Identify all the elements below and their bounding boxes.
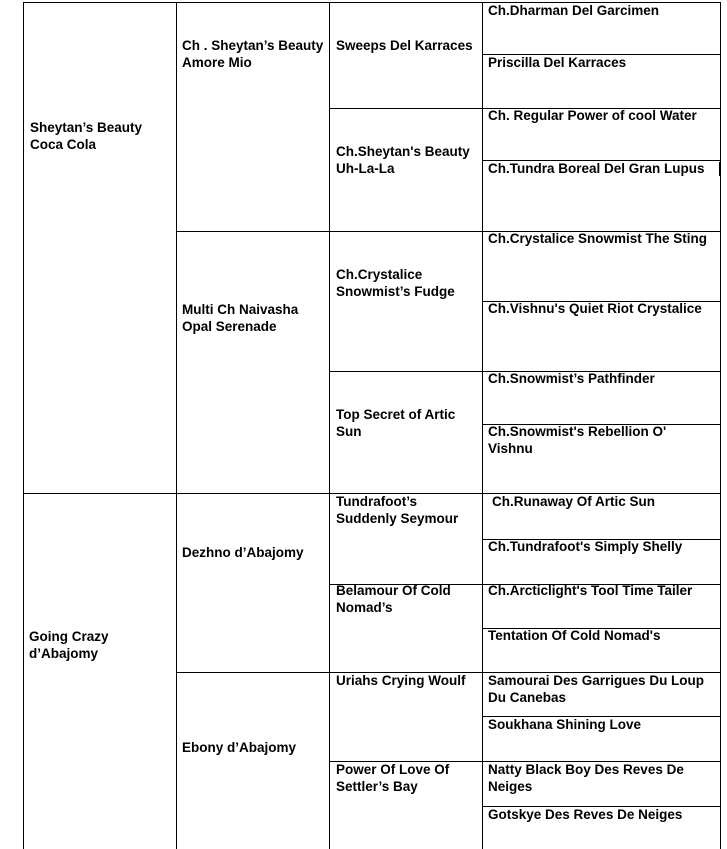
dam-name: Going Crazy d’Abajomy — [29, 629, 109, 661]
table-border — [23, 2, 24, 849]
gen4-ssss-name: Ch.Dharman Del Garcimen — [488, 3, 660, 18]
sire-name: Sheytan’s Beauty Coca Cola — [30, 120, 143, 152]
gen4-ssdd-name: Ch.Tundra Boreal Del Gran Lupus — [488, 161, 705, 176]
gen4-dsdd-name: Tentation Of Cold Nomad's — [488, 628, 661, 643]
gen3-dsd-name: Belamour Of Cold Nomad’s — [336, 583, 451, 615]
gen3-dss-name: Tundrafoot’s Suddenly Seymour — [336, 494, 459, 526]
table-border — [720, 2, 721, 849]
column-divider — [329, 2, 330, 849]
gen4-dddd-name: Gotskye Des Reves De Neiges — [488, 807, 683, 822]
gen3-sds-name: Ch.Crystalice Snowmist’s Fudge — [336, 267, 455, 299]
gen4-ddds-name: Natty Black Boy Des Reves De Neiges — [488, 762, 684, 794]
gen4-ssds-name: Ch. Regular Power of cool Water — [488, 108, 697, 123]
gen4-sdss-name: Ch.Crystalice Snowmist The Sting — [488, 231, 708, 246]
gen4-sdsd-name: Ch.Vishnu's Quiet Riot Crystalice — [488, 301, 702, 316]
sire-sire-name: Ch . Sheytan’s Beauty Amore Mio — [182, 38, 324, 70]
gen3-ssd-name: Ch.Sheytan's Beauty Uh-La-La — [336, 144, 470, 176]
table-border — [719, 162, 721, 176]
gen4-dssd-name: Ch.Tundrafoot's Simply Shelly — [488, 539, 683, 554]
column-divider — [482, 2, 483, 849]
gen4-sssd-name: Priscilla Del Karraces — [488, 55, 627, 70]
gen4-dsds-name: Ch.Arcticlight's Tool Time Tailer — [488, 583, 693, 598]
gen3-ddd-name: Power Of Love Of Settler’s Bay — [336, 762, 450, 794]
gen4-ddss-name: Samourai Des Garrigues Du Loup Du Canebas — [488, 673, 705, 705]
gen4-sddd-name: Ch.Snowmist's Rebellion O' Vishnu — [488, 424, 667, 456]
gen4-dsss-name: Ch.Runaway Of Artic Sun — [492, 494, 656, 509]
gen3-dds-name: Uriahs Crying Woulf — [336, 673, 466, 688]
dam-dam-name: Ebony d’Abajomy — [182, 740, 297, 755]
gen3-sss-name: Sweeps Del Karraces — [336, 38, 473, 53]
gen3-sdd-name: Top Secret of Artic Sun — [336, 407, 456, 439]
gen4-ddsd-name: Soukhana Shining Love — [488, 717, 642, 732]
sire-dam-name: Multi Ch Naivasha Opal Serenade — [182, 302, 299, 334]
dam-sire-name: Dezhno d’Abajomy — [182, 545, 304, 560]
column-divider — [176, 2, 177, 849]
gen4-sdds-name: Ch.Snowmist’s Pathfinder — [488, 371, 655, 386]
